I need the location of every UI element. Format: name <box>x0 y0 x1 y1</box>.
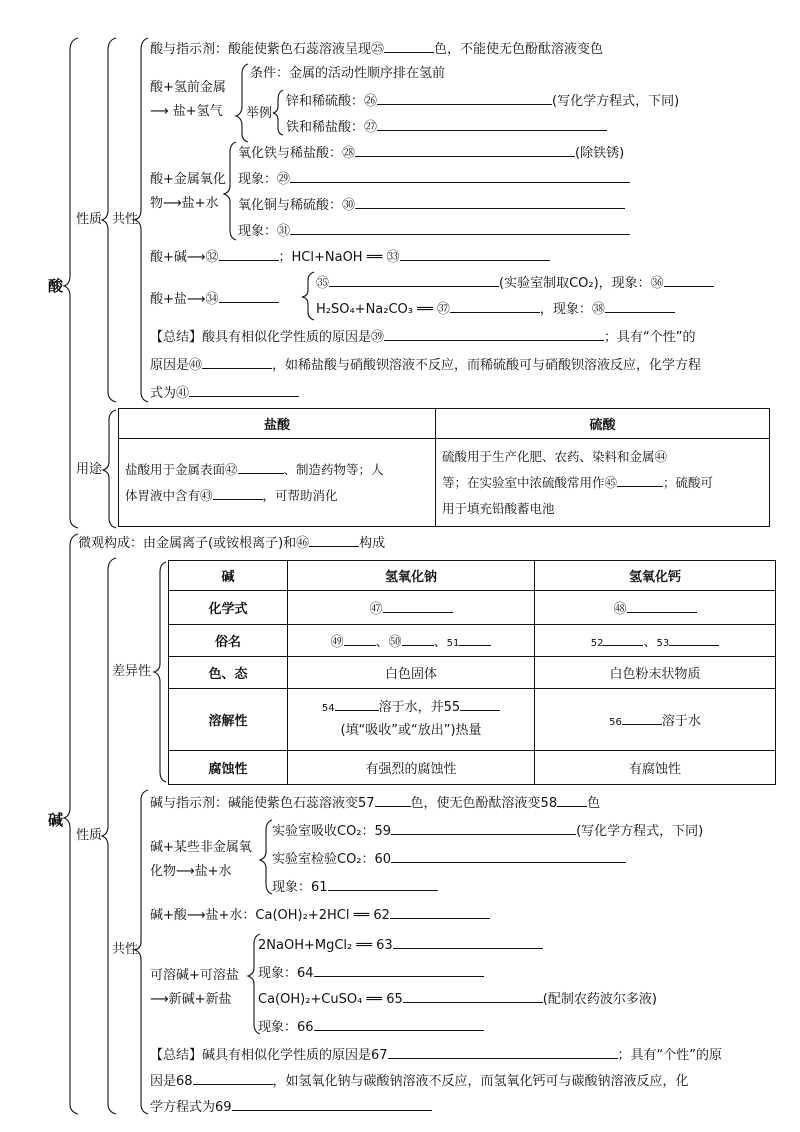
answer-blank[interactable] <box>388 1046 618 1059</box>
answer-blank[interactable] <box>329 274 499 287</box>
base-acid-reaction: 碱+酸⟶盐+水：Ca(OH)₂+2HCl ══ 62 <box>150 906 490 924</box>
answer-blank[interactable] <box>193 1072 273 1085</box>
acid-metal-label-b: ⟶ 盐+氢气 <box>150 104 223 119</box>
zinc-reaction: 锌和稀硫酸：㉖ (写化学方程式，下同) <box>286 94 680 109</box>
table-header-naoh: 氢氧化钠 <box>288 561 535 591</box>
naoh-common-name-cell: ㊾ 、㊿ 、51 <box>288 625 535 657</box>
answer-blank[interactable] <box>238 461 284 474</box>
phenomenon-31: 现象：㉛ <box>238 222 630 240</box>
acid-oxide-label-a: 酸+金属氧化 <box>150 172 226 187</box>
iron-reaction: 铁和稀盐酸：㉗ <box>286 118 607 136</box>
caoh2-common-name-cell: 52 、53 <box>535 625 776 657</box>
naoh-formula-cell: ㊼ <box>288 591 535 625</box>
answer-blank[interactable] <box>450 300 540 313</box>
acid-metal-label-a: 酸+氢前金属 <box>150 80 226 95</box>
base-nonmetal-label-a: 碱+某些非金属氧 <box>150 840 252 855</box>
answer-blank[interactable] <box>383 600 453 613</box>
table-header-caoh2: 氢氧化钙 <box>535 561 776 591</box>
answer-blank[interactable] <box>391 850 626 863</box>
answer-blank[interactable] <box>400 248 550 261</box>
acid-uses-label: 用途 <box>76 462 103 477</box>
answer-blank[interactable] <box>460 698 500 711</box>
answer-blank[interactable] <box>189 384 299 397</box>
base-diff-label: 差异性 <box>112 664 152 679</box>
acid-summary-line1: 【总结】酸具有相似化学性质的原因是㊴ ；具有“个性”的 <box>150 330 696 345</box>
answer-blank[interactable] <box>314 964 484 977</box>
acid-properties-label: 性质 <box>76 212 103 227</box>
answer-blank[interactable] <box>232 1098 432 1111</box>
fe2o3-reaction: 氧化铁与稀盐酸：㉘ (除铁锈) <box>238 146 625 161</box>
base-properties-label: 性质 <box>76 828 103 843</box>
naoh-corrosion-cell: 有强烈的腐蚀性 <box>288 751 535 785</box>
answer-blank[interactable] <box>669 633 719 646</box>
uses-header-h2so4: 硫酸 <box>436 409 770 439</box>
answer-blank[interactable] <box>290 222 630 235</box>
row-label-formula: 化学式 <box>169 591 288 625</box>
acid-uses-table <box>118 408 770 527</box>
answer-blank[interactable] <box>390 906 490 919</box>
answer-blank[interactable] <box>309 534 359 547</box>
row-label-corrosion: 腐蚀性 <box>169 751 288 785</box>
phenomenon-29: 现象：㉙ <box>238 170 630 188</box>
acid-summary-line3: 式为㊶ <box>150 384 299 402</box>
test-co2-reaction: 实验室检验CO₂：60 <box>272 850 626 868</box>
uses-hcl-cell: 盐酸用于金属表面㊷ 、制造药物等；人 体胃液中含有㊸ ，可帮助消化 <box>119 439 436 527</box>
answer-blank[interactable] <box>355 144 575 157</box>
naoh-color-cell: 白色固体 <box>288 657 535 689</box>
salt-reaction-37: H₂SO₄+Na₂CO₃ ══ ㊲ ，现象：㊳ <box>316 300 675 318</box>
answer-blank[interactable] <box>335 698 379 711</box>
caoh2-corrosion-cell: 有腐蚀性 <box>535 751 776 785</box>
cuso4-reaction: Ca(OH)₂+CuSO₄ ══ 65 (配制农药波尔多液) <box>258 992 657 1007</box>
answer-blank[interactable] <box>344 633 376 646</box>
caoh2-solubility-cell: 56 溶于水 <box>535 689 776 751</box>
answer-blank[interactable] <box>393 936 543 949</box>
naoh-solubility-cell: 54 溶于水，并55 (填“吸收”或“放出”)热量 <box>288 689 535 751</box>
uses-h2so4-cell: 硫酸用于生产化肥、农药、染料和金属㊹ 等；在实验室中浓硫酸常用作㊺ ；硫酸可 用于填充铅酸蓄电池 <box>436 439 770 527</box>
base-salt-label-b: ⟶新碱+新盐 <box>150 992 232 1007</box>
answer-blank[interactable] <box>377 92 552 105</box>
base-indicator: 碱与指示剂：碱能使紫色石蕊溶液变57 色，使无色酚酞溶液变58 色 <box>150 796 601 811</box>
cuo-reaction: 氧化铜与稀硫酸：㉚ <box>238 196 625 214</box>
base-summary-line2: 因是68 ，如氢氧化钠与碳酸钠溶液不反应，而氢氧化钙可与碳酸钠溶液反应，化 <box>150 1074 689 1089</box>
answer-blank[interactable] <box>664 274 714 287</box>
acid-summary-line2: 原因是㊵ ，如稀盐酸与硝酸钡溶液不反应，而稀硫酸可与硝酸钡溶液反应，化学方程 <box>150 358 702 373</box>
caoh2-color-cell: 白色粉末状物质 <box>535 657 776 689</box>
acid-indicator: 酸与指示剂：酸能使紫色石蕊溶液呈现㉕ 色，不能使无色酚酞溶液变色 <box>150 42 604 57</box>
phenomenon-66: 现象：66 <box>258 1018 484 1036</box>
row-label-color: 色、态 <box>169 657 288 689</box>
caoh2-formula-cell: ㊽ <box>535 591 776 625</box>
answer-blank[interactable] <box>605 300 675 313</box>
base-diff-table <box>168 560 776 785</box>
absorb-co2-reaction: 实验室吸收CO₂：59 (写化学方程式，下同) <box>272 824 704 839</box>
acid-oxide-label-b: 物⟶盐+水 <box>150 196 219 211</box>
answer-blank[interactable] <box>384 328 604 341</box>
answer-blank[interactable] <box>627 600 697 613</box>
example-label: 举例 <box>246 106 273 121</box>
phenomenon-64: 现象：64 <box>258 964 484 982</box>
answer-blank[interactable] <box>603 633 643 646</box>
answer-blank[interactable] <box>391 822 576 835</box>
acid-base-reaction: 酸+碱⟶㉜ ；HCl+NaOH ══ ㉝ <box>150 248 550 266</box>
answer-blank[interactable] <box>403 990 543 1003</box>
answer-blank[interactable] <box>219 248 279 261</box>
base-summary-line3: 学方程式为69 <box>150 1098 432 1116</box>
answer-blank[interactable] <box>617 474 663 487</box>
base-summary-line1: 【总结】碱具有相似化学性质的原因是67 ；具有“个性”的原 <box>150 1048 723 1063</box>
answer-blank[interactable] <box>375 794 411 807</box>
answer-blank[interactable] <box>213 487 263 500</box>
row-label-solubility: 溶解性 <box>169 689 288 751</box>
base-title: 碱 <box>48 811 64 829</box>
uses-header-hcl: 盐酸 <box>119 409 436 439</box>
answer-blank[interactable] <box>459 633 491 646</box>
base-nonmetal-label-b: 化物⟶盐+水 <box>150 864 232 879</box>
salt-reaction-35: ㉟ (实验室制取CO₂)，现象：㊱ <box>316 274 714 292</box>
answer-blank[interactable] <box>290 170 630 183</box>
base-micro-structure: 微观构成：由金属离子(或铵根离子)和㊻ 构成 <box>78 536 386 551</box>
mgcl2-reaction: 2NaOH+MgCl₂ ══ 63 <box>258 936 543 954</box>
answer-blank[interactable] <box>557 794 587 807</box>
acid-common-label: 共性 <box>112 212 139 227</box>
base-salt-label-a: 可溶碱+可溶盐 <box>150 968 239 983</box>
answer-blank[interactable] <box>384 40 434 53</box>
answer-blank[interactable] <box>402 633 434 646</box>
base-common-label: 共性 <box>112 942 139 957</box>
answer-blank[interactable] <box>219 290 279 303</box>
answer-blank[interactable] <box>328 878 438 891</box>
phenomenon-61: 现象：61 <box>272 878 438 896</box>
answer-blank[interactable] <box>314 1018 484 1031</box>
answer-blank[interactable] <box>355 196 625 209</box>
answer-blank[interactable] <box>377 118 607 131</box>
table-header-base: 碱 <box>169 561 288 591</box>
acid-title: 酸 <box>48 277 64 295</box>
answer-blank[interactable] <box>622 712 662 725</box>
row-label-common-name: 俗名 <box>169 625 288 657</box>
answer-blank[interactable] <box>202 356 272 369</box>
metal-condition: 条件：金属的活动性顺序排在氢前 <box>250 66 446 81</box>
acid-salt-label: 酸+盐⟶㉞ <box>150 290 279 308</box>
